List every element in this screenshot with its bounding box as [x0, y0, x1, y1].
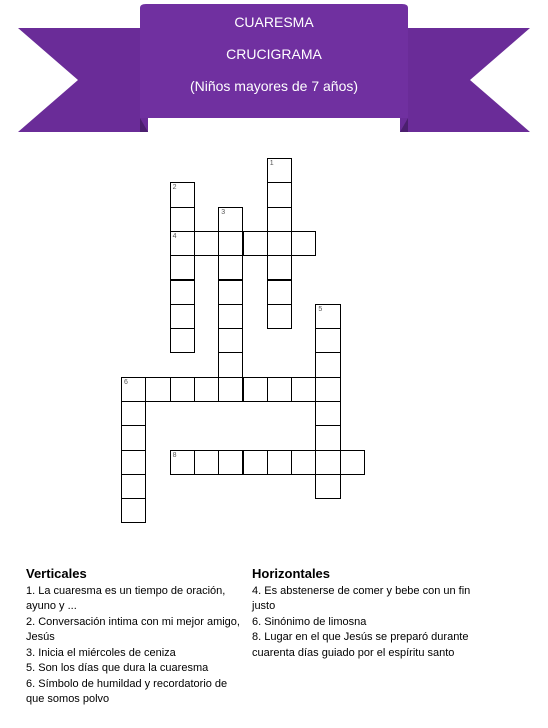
verticales-clues: [26, 566, 248, 708]
crossword-cell[interactable]: [267, 255, 292, 280]
crossword-cell[interactable]: [267, 207, 292, 232]
crossword-cell[interactable]: [315, 328, 340, 353]
crossword-cell[interactable]: [170, 377, 195, 402]
crossword-cell[interactable]: [121, 474, 146, 499]
crossword-cell[interactable]: [291, 450, 316, 475]
crossword-cell[interactable]: [170, 255, 195, 280]
banner-line-cuaresma: CUARESMA: [234, 14, 314, 30]
crossword-cell[interactable]: [267, 377, 292, 402]
verticales-heading: Verticales: [26, 566, 87, 581]
crossword-cell[interactable]: [170, 328, 195, 353]
crossword-cell[interactable]: [121, 377, 146, 402]
banner-line-crucigrama: CRUCIGRAMA: [226, 46, 322, 62]
crossword-cell[interactable]: [267, 231, 292, 256]
crossword-cell[interactable]: [243, 377, 268, 402]
crossword-cell[interactable]: [194, 450, 219, 475]
clue-number: 6: [124, 378, 128, 386]
crossword-cell[interactable]: [315, 377, 340, 402]
crossword-cell[interactable]: [170, 304, 195, 329]
crossword-cell[interactable]: [218, 304, 243, 329]
crossword-cell[interactable]: [194, 231, 219, 256]
crossword-cell[interactable]: [145, 377, 170, 402]
crossword-cell[interactable]: [291, 377, 316, 402]
crossword-cell[interactable]: [194, 377, 219, 402]
crossword-cell[interactable]: [291, 231, 316, 256]
horizontal-clue-6: 6. Sinónimo de limosna: [252, 615, 367, 628]
crossword-cell[interactable]: [315, 425, 340, 450]
crossword-cell[interactable]: [218, 207, 243, 232]
clue-number: 3: [221, 208, 226, 216]
crossword-cell[interactable]: [218, 352, 243, 377]
vertical-clue-1: 1. La cuaresma es un tiempo de oración, ayuno y ...: [26, 584, 226, 612]
crossword-cell[interactable]: [218, 328, 243, 353]
horizontal-clue-8: 8. Lugar en el que Jesús se preparó durante cuarenta días guiado por el espíritu santo: [252, 631, 469, 659]
crossword-cell[interactable]: [170, 207, 195, 232]
horizontales-heading: Horizontales: [252, 566, 331, 581]
crossword-cell[interactable]: [267, 450, 292, 475]
crossword-cell[interactable]: [121, 498, 146, 523]
vertical-clue-3: 3. Inicia el miércoles de ceniza: [26, 646, 176, 659]
crossword-cell[interactable]: [315, 304, 340, 329]
clue-number: 5: [318, 305, 323, 313]
vertical-clue-2: 2. Conversación intima con mi mejor amigo, Jesús: [26, 615, 240, 643]
crossword-cell[interactable]: [315, 352, 340, 377]
vertical-clue-6: 6. Símbolo de humildad y recordatorio de que somos polvo: [26, 677, 228, 705]
crossword-cell[interactable]: [267, 304, 292, 329]
clue-number: 4: [172, 232, 177, 240]
banner-line-age: (Niños mayores de 7 años): [189, 78, 359, 94]
crossword-cell[interactable]: [170, 450, 195, 475]
crossword-cell[interactable]: [267, 158, 292, 183]
crossword-cell[interactable]: [218, 255, 243, 280]
clue-number: 8: [172, 451, 177, 459]
crossword-cell[interactable]: [170, 231, 195, 256]
crossword-cell[interactable]: [218, 280, 243, 305]
crossword-cell[interactable]: [267, 182, 292, 207]
crossword-cell[interactable]: [218, 450, 243, 475]
crossword-cell[interactable]: [243, 450, 268, 475]
horizontales-clues: [252, 566, 474, 661]
crossword-cell[interactable]: [267, 280, 292, 305]
crossword-cell[interactable]: [121, 425, 146, 450]
clue-number: 2: [172, 184, 177, 192]
crossword-cell[interactable]: [121, 401, 146, 426]
horizontal-clue-4: 4. Es abstenerse de comer y bebe con un fin justo: [252, 584, 471, 612]
crossword-cell[interactable]: [340, 450, 365, 475]
crossword-cell[interactable]: [218, 231, 243, 256]
crossword-cell[interactable]: [315, 474, 340, 499]
clue-number: 1: [269, 160, 274, 167]
crossword-cell[interactable]: [315, 401, 340, 426]
crossword-cell[interactable]: [315, 450, 340, 475]
crossword-cell[interactable]: [218, 377, 243, 402]
crossword-cell[interactable]: [170, 182, 195, 207]
crossword-cell[interactable]: [121, 450, 146, 475]
vertical-clue-5: 5. Son los días que dura la cuaresma: [26, 662, 209, 674]
crossword-cell[interactable]: [170, 280, 195, 305]
crossword-cell[interactable]: [243, 231, 268, 256]
